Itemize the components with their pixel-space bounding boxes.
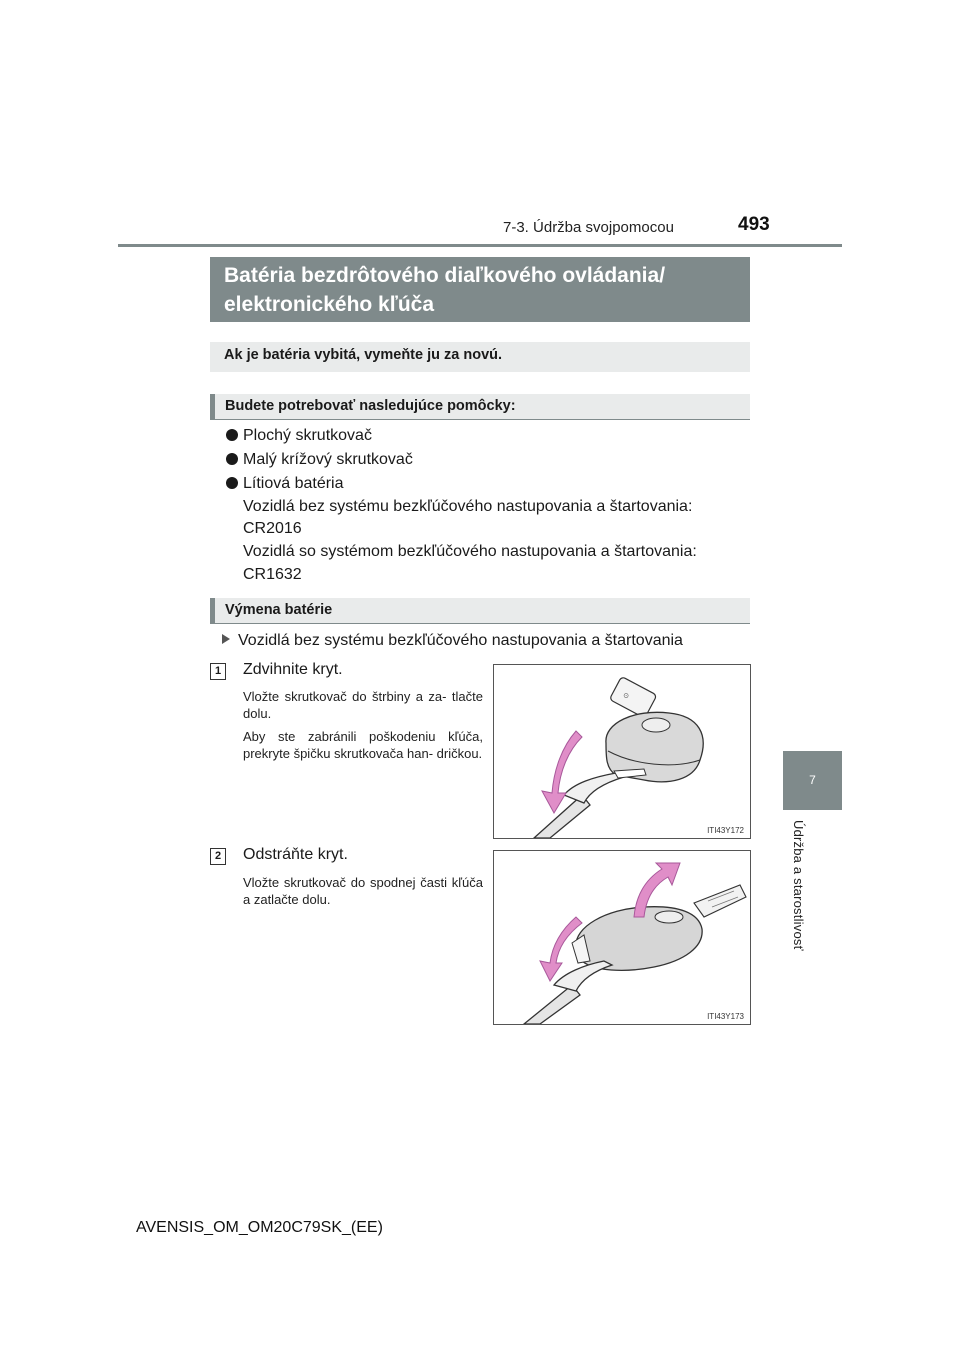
running-header-section: 7-3. Údržba svojpomocou [503, 219, 674, 236]
step-number: 1 [210, 663, 226, 680]
figure-code: ITI43Y173 [707, 1012, 744, 1021]
section-title [210, 257, 750, 322]
step-title: Zdvihnite kryt. [243, 661, 343, 678]
vehicle-variant [222, 632, 683, 650]
tool-item [226, 475, 344, 493]
section-title-line-2: elektronického kľúča [224, 293, 435, 316]
bullet-icon [226, 477, 238, 489]
battery-type: CR1632 [243, 566, 302, 583]
bullet-icon [226, 429, 238, 441]
chapter-label: Údržba a starostlivosť [791, 820, 806, 951]
step-note: Vložte skrutkovač do štrbiny a za- tlačte dolu. [243, 689, 483, 721]
figure-code: ITI43Y172 [707, 826, 744, 835]
triangle-marker-icon [222, 634, 230, 644]
tool-item-label: Plochý skrutkovač [243, 427, 372, 444]
section-title-line-1: Batéria bezdrôtového diaľkového ovládania/ [224, 264, 666, 287]
svg-text:⊙: ⊙ [621, 691, 630, 701]
step-number: 2 [210, 848, 226, 865]
tool-item-label: Lítiová batéria [243, 475, 344, 492]
document-code: AVENSIS_OM_OM20C79SK_(EE) [136, 1219, 383, 1236]
replacement-heading: Výmena batérie [210, 598, 750, 624]
tool-item [226, 451, 413, 469]
key-remove-illustration [494, 851, 750, 1024]
vehicle-variant-label: Vozidlá bez systému bezkľúčového nastupovania a štartovania [238, 632, 683, 649]
battery-detail: Vozidlá bez systému bezkľúčového nastupovania a štartovania: [243, 498, 693, 515]
battery-type: CR2016 [243, 520, 302, 537]
header-rule [118, 244, 842, 247]
page-number: 493 [738, 214, 770, 235]
bullet-icon [226, 453, 238, 465]
step-title: Odstráňte kryt. [243, 846, 348, 863]
key-lift-illustration [494, 665, 750, 838]
tools-heading: Budete potrebovať nasledujúce pomôcky: [210, 394, 750, 420]
intro-box: Ak je batéria vybitá, vymeňte ju za novú. [210, 342, 750, 372]
figure-lift-cover [493, 664, 751, 839]
figure-remove-cover [493, 850, 751, 1025]
chapter-tab [783, 751, 842, 810]
tool-item [226, 427, 372, 445]
step-note: Aby ste zabránili poškodeniu kľúča, prekryte špičku skrutkovača han- dričkou. [243, 729, 483, 761]
tool-item-label: Malý krížový skrutkovač [243, 451, 413, 468]
chapter-number: 7 [809, 773, 816, 787]
battery-detail: Vozidlá so systémom bezkľúčového nastupovania a štartovania: [243, 543, 697, 560]
step-note: Vložte skrutkovač do spodnej časti kľúča a zatlačte dolu. [243, 875, 483, 907]
